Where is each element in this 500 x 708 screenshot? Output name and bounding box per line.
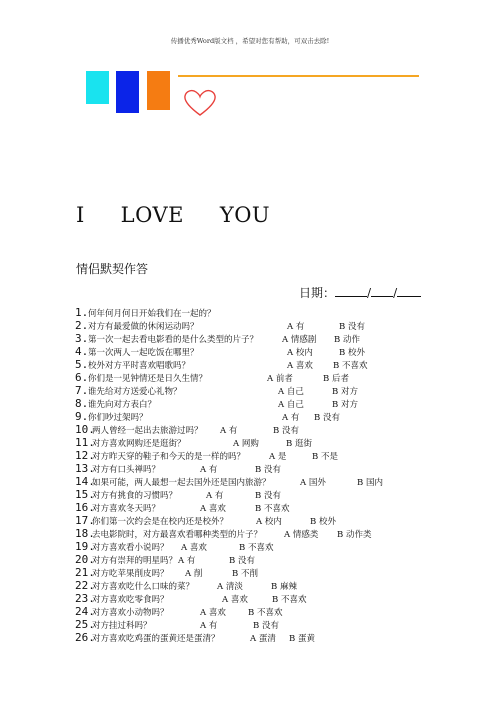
date-separator: / — [393, 286, 398, 300]
question-text: 你们吵过架吗？ — [88, 413, 148, 423]
question-text: 对方有挑食的习惯吗？ — [92, 491, 178, 501]
option-a: A 有 — [200, 465, 218, 475]
option-a: A 蛋清 — [250, 634, 276, 644]
question-item — [75, 345, 365, 358]
heart-icon — [183, 89, 217, 117]
question-item — [75, 462, 281, 475]
question-number: 1. — [75, 306, 89, 319]
question-item — [75, 436, 312, 449]
question-number: 23. — [75, 592, 95, 605]
option-b: B 动作 — [334, 335, 360, 345]
question-item — [75, 332, 360, 345]
question-item — [75, 553, 255, 566]
option-a: A 网购 — [233, 439, 259, 449]
option-a: A 是 — [269, 452, 287, 462]
question-number: 18. — [75, 527, 95, 540]
question-text: 对方喜欢吃什么口味的菜？ — [92, 582, 195, 592]
question-number: 2. — [75, 319, 89, 332]
option-a: A 喜欢 — [287, 361, 313, 371]
question-number: 15. — [75, 488, 95, 501]
option-a: A 喜欢 — [200, 608, 226, 618]
option-b: B 没有 — [339, 322, 365, 332]
option-a: A 自己 — [278, 400, 304, 410]
date-year-blank — [335, 284, 367, 297]
question-text: 第一次一起去看电影看的是什么类型的片子？ — [88, 335, 259, 345]
question-number: 7. — [75, 384, 89, 397]
option-a: A 喜欢 — [222, 595, 248, 605]
question-text: 第一次两人一起吃饭在哪里？ — [88, 348, 199, 358]
date-month-blank — [371, 284, 393, 297]
question-number: 19. — [75, 540, 95, 553]
option-a: A 情感剧 — [282, 335, 317, 345]
option-b: B 不喜欢 — [272, 595, 307, 605]
question-item — [75, 306, 216, 319]
question-text: 对方有崇拜的明星吗？ — [92, 556, 178, 566]
page-title: I LOVE YOU — [76, 203, 271, 227]
question-item — [75, 566, 258, 579]
question-text: 去电影院时，对方最喜欢看哪种类型的片子？ — [92, 530, 263, 540]
option-b: B 没有 — [255, 491, 281, 501]
option-b: B 对方 — [332, 387, 358, 397]
question-number: 22. — [75, 579, 95, 592]
option-a: A 清淡 — [217, 582, 243, 592]
question-text: 谁先给对方送爱心礼物？ — [88, 387, 182, 397]
option-b: B 国内 — [357, 478, 383, 488]
question-text: 如果可能，两人最想一起去国外还是国内旅游？ — [92, 478, 271, 488]
question-item — [75, 514, 336, 527]
question-item — [75, 618, 279, 631]
question-number: 14. — [75, 475, 95, 488]
question-number: 16. — [75, 501, 95, 514]
question-number: 10. — [75, 423, 95, 436]
question-item — [75, 319, 365, 332]
question-item — [75, 449, 338, 462]
question-text: 对方挂过科吗？ — [92, 621, 152, 631]
question-text: 何年何月何日开始我们在一起的？ — [88, 309, 216, 319]
option-a: A 校内 — [256, 517, 282, 527]
question-text: 对方喜欢冬天吗？ — [92, 504, 161, 514]
question-number: 21. — [75, 566, 95, 579]
question-text: 对方喜欢小动物吗？ — [92, 608, 169, 618]
option-b: B 没有 — [255, 465, 281, 475]
option-a: A 国外 — [300, 478, 326, 488]
question-item — [75, 488, 281, 501]
orange-square — [147, 71, 170, 110]
option-a: A 自己 — [278, 387, 304, 397]
option-b: B 对方 — [332, 400, 358, 410]
option-a: A 有 — [220, 426, 238, 436]
option-b: B 校外 — [339, 348, 365, 358]
option-a: A 喜欢 — [200, 504, 226, 514]
option-a: A 喜欢 — [181, 543, 207, 553]
option-b: B 蛋黄 — [289, 634, 315, 644]
question-item — [75, 605, 283, 618]
cyan-square — [86, 71, 109, 104]
option-a: A 有 — [178, 556, 196, 566]
question-number: 25. — [75, 618, 95, 631]
question-number: 3. — [75, 332, 89, 345]
question-item — [75, 410, 340, 423]
question-number: 6. — [75, 371, 89, 384]
header-note: 传播优秀Word版文档 ，希望对您有帮助，可双击去除! — [170, 37, 330, 45]
question-text: 两人曾经一起出去旅游过吗？ — [92, 426, 203, 436]
option-a: A 有 — [206, 491, 224, 501]
question-text: 你们第一次约会是在校内还是校外？ — [92, 517, 229, 527]
option-b: B 没有 — [314, 413, 340, 423]
option-b: B 动作类 — [337, 530, 372, 540]
question-text: 对方昨天穿的鞋子和今天的是一样的吗？ — [92, 452, 246, 462]
date-day-blank — [397, 284, 421, 297]
question-item — [75, 423, 299, 436]
question-item — [75, 527, 372, 540]
question-item — [75, 631, 315, 644]
date-field — [299, 284, 421, 301]
option-b: B 不喜欢 — [333, 361, 368, 371]
question-text: 对方有最爱做的休闲运动吗？ — [88, 322, 199, 332]
option-b: B 不削 — [232, 569, 258, 579]
question-number: 13. — [75, 462, 95, 475]
option-b: B 逛街 — [286, 439, 312, 449]
page-subtitle: 情侣默契作答 — [76, 262, 149, 276]
question-number: 24. — [75, 605, 95, 618]
question-text: 对方吃苹果削皮吗？ — [92, 569, 169, 579]
question-item — [75, 592, 307, 605]
question-text: 谁先向对方表白？ — [88, 400, 157, 410]
question-number: 17. — [75, 514, 95, 527]
question-item — [75, 358, 368, 371]
option-b: B 不是 — [312, 452, 338, 462]
question-item — [75, 475, 383, 488]
option-b: B 没有 — [273, 426, 299, 436]
option-a: A 有 — [200, 621, 218, 631]
date-separator: / — [367, 286, 372, 300]
option-a: A 前者 — [267, 374, 293, 384]
question-number: 4. — [75, 345, 89, 358]
decorative-line — [178, 75, 419, 77]
option-a: A 有 — [282, 413, 300, 423]
question-item — [75, 397, 358, 410]
option-a: A 校内 — [287, 348, 313, 358]
blue-square — [116, 71, 139, 113]
question-text: 对方喜欢看小说吗？ — [92, 543, 169, 553]
question-item — [75, 540, 274, 553]
option-a: A 情感类 — [284, 530, 319, 540]
question-number: 11. — [75, 436, 95, 449]
question-number: 12. — [75, 449, 95, 462]
option-b: B 没有 — [229, 556, 255, 566]
option-b: B 不喜欢 — [255, 504, 290, 514]
question-item — [75, 371, 349, 384]
option-b: B 不喜欢 — [248, 608, 283, 618]
question-item — [75, 579, 297, 592]
question-number: 9. — [75, 410, 89, 423]
question-number: 26. — [75, 631, 95, 644]
option-b: B 后者 — [323, 374, 349, 384]
question-number: 5. — [75, 358, 89, 371]
question-item — [75, 501, 290, 514]
question-item — [75, 384, 358, 397]
option-b: B 没有 — [253, 621, 279, 631]
question-number: 20. — [75, 553, 95, 566]
option-a: A 有 — [287, 322, 305, 332]
option-b: B 校外 — [310, 517, 336, 527]
question-text: 对方喜欢吃鸡蛋的蛋黄还是蛋清？ — [92, 634, 220, 644]
date-label: 日期： — [299, 286, 336, 300]
question-text: 你们是一见钟情还是日久生情？ — [88, 374, 208, 384]
question-text: 对方喜欢吃零食吗？ — [92, 595, 169, 605]
question-text: 校外对方平时喜欢唱歌吗？ — [88, 361, 191, 371]
question-text: 对方喜欢网购还是逛街？ — [92, 439, 186, 449]
option-b: B 不喜欢 — [239, 543, 274, 553]
question-text: 对方有口头禅吗？ — [92, 465, 161, 475]
option-b: B 麻辣 — [271, 582, 297, 592]
option-a: A 削 — [185, 569, 203, 579]
question-number: 8. — [75, 397, 89, 410]
